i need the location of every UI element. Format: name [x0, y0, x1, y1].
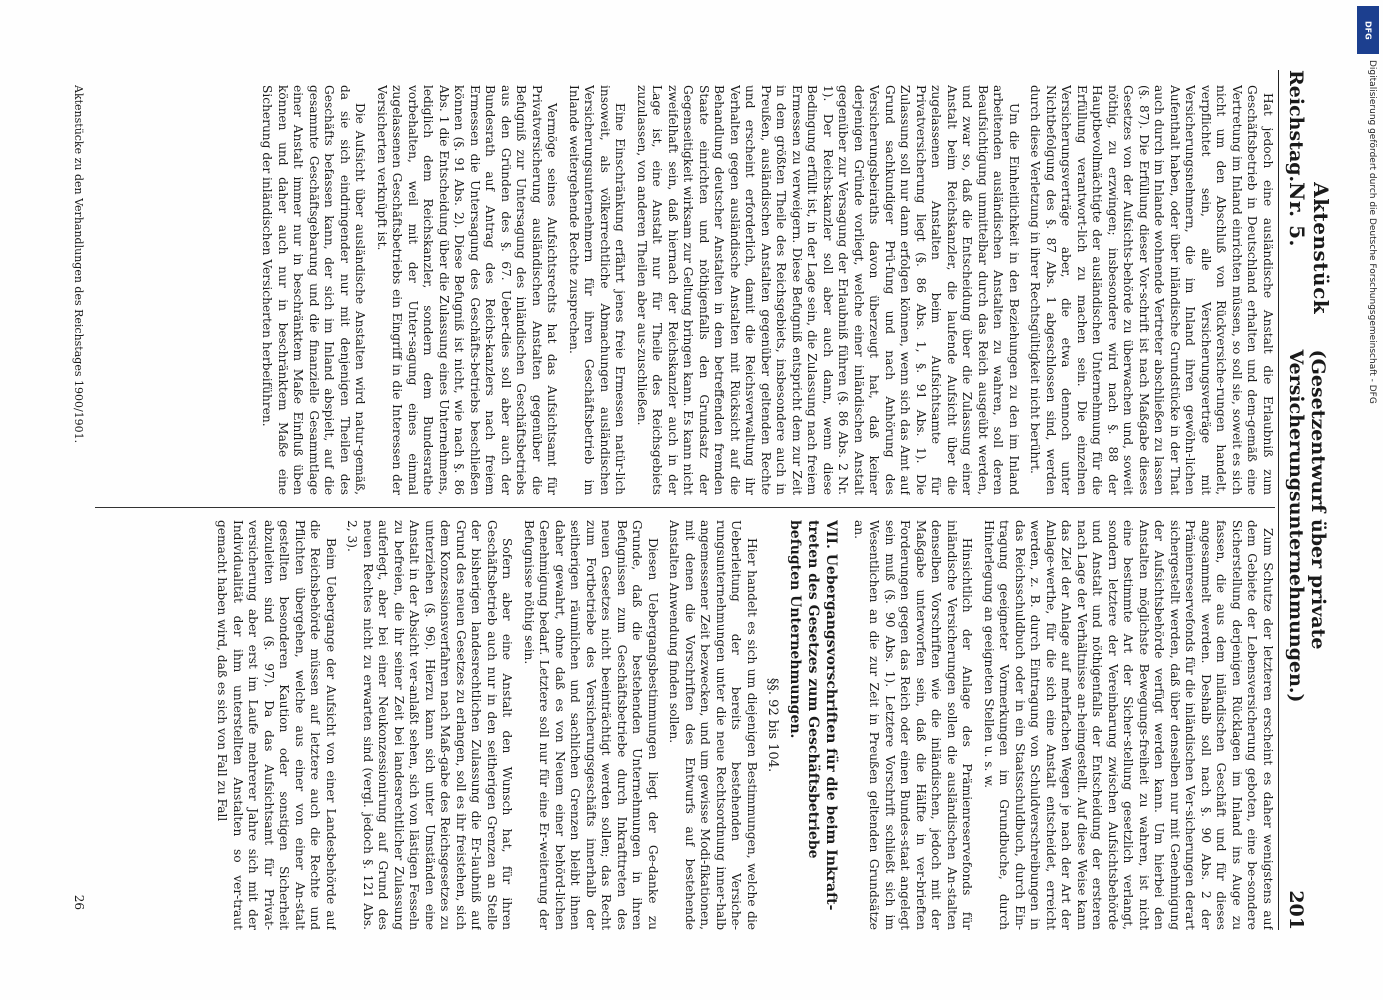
paragraph: Diesen Uebergangsbestimmungen liegt der Ge-danke zu Grunde, daß die bestehenden Unternehmungen in ihren Befugnissen zum Geschäftsbetriebe durch Inkrafttreten des neuen Gesetzes nicht beeinträchtigt werden sollen; das Recht zum Fortbetriebe des Versicherungsgeschäfts innerhalb der seitherigen räumlichen und sachlichen Grenzen bleibt ihnen daher gewahrt, ohne daß es von Neuem einer behörd-lichen Genehmigung bedarf. Letztere soll nur für eine Er-weiterung der Befugnisse nöthig sein.	[522, 520, 660, 930]
paragraph: Um die Einheitlichkeit in den Beziehungen zu den im Inland arbeitenden ausländischen Anstalten zu wahren, soll deren Beaufsichtigung unmittelbar durch das Reich ausgeübt werden, und zwar so, daß die Entscheidung über die Zulassung einer Anstalt beim Reichskanzler, die laufende Aufsicht über die zugelassenen Anstalten beim Aufsichtsamte für Privatversicherung liegt (§. 86 Abs. 1, §. 91 Abs. 1). Die Zulassung soll nur dann erfolgen können, wenn sich das Amt auf Grund sachkundiger Prü-fung und nach Anhörung des Versicherungsbeiraths davon überzeugt hat, daß keiner derjenigen Gründe vorliegt, welche einer inländischen Anstalt gegenüber zur Versagung der Erlaubniß führen (§. 86 Abs. 2 Nr. 1). Der Reichs-kanzler soll aber auch dann, wenn diese Bedingung erfüllt ist, in der Lage sein, die Zulassung nach freiem Ermessen zu verweigern. Diese Befugniß entspricht dem zur Zeit in dem größten Theile des Reichsgebiets, insbesondere auch in Preußen, ausländischen Anstalten gegenüber geltenden Rechte und erscheint erforderlich, damit die Reichsverwaltung ihr Verhalten gegen ausländische Anstalten mit Rücksicht auf die Behandlung deutscher Anstalten in dem betreffenden fremden Staate einrichten und nöthigenfalls den Grundsatz der Gegenseitigkeit wirksam zur Geltung bringen kann. Es kann nicht zweifelhaft sein, daß hiernach der Reichskanzler auch in der Lage ist, eine Anstalt nur für Theile des Reichsgebiets zuzulassen, von anderen Theilen aber aus-zuschließen.	[635, 85, 1021, 495]
header-center: Aktenstück Nr. 5.	[1285, 182, 1333, 315]
left-column	[95, 85, 1275, 495]
paragraph: Vermöge seines Aufsichtsrechts hat das Aufsichtsamt für Privatversicherung ausländischen Anstalten gegenüber die Befugniß zur Untersagung des inländischen Geschäftsbetriebs aus den Gründen des §. 67. Ueber-dies soll aber auch der Bundesrath auf Antrag des Reichs-kanzlers nach freiem Ermessen die Untersagung des Geschäfts-betriebs beschließen können (§. 91 Abs. 2). Diese Befugniß ist nicht, wie nach §. 86 Abs. 1 die Entscheidung über die Zulassung eines Unternehmens, lediglich dem Reichskanzler, sondern dem Bundesrathe vorbehalten, weil mit der Unter-sagung eines einmal zugelassenen Geschäftsbetriebs ein Eingriff in die Interessen der Versicherten verknüpft ist.	[375, 85, 560, 495]
header-left: Reichstag.	[1285, 70, 1307, 183]
column-divider	[95, 507, 1275, 508]
paragraph: Hat jedoch eine ausländische Anstalt die Erlaubniß zum Geschäftsbetrieb in Deutschland erhalten und dem-gemäß eine Vertretung im Inland einrichten müssen, so soll sie, soweit es sich nicht um den Abschluß von Rückversiche-rungen handelt, verpflichtet sein, alle Versicherungsverträge mit Versicherungsnehmern, die im Inland ihren gewöhn-lichen Aufenthalt haben, oder über inländische Grundstücke in der That auch durch im Inlande wohnende Vertreter abschließen zu lassen (§. 87). Die Erfüllung dieser Vor-schrift ist nach Maßgabe dieses Gesetzes von der Aufsichts-behörde zu überwachen und, soweit nöthig, zu erzwingen; insbesondere wird nach §. 88 der Hauptbevollmächtigte der ausländischen Unternehmung für die Erfüllung verantwort-lich zu machen sein. Die einzelnen Versicherungsverträge aber, die etwa dennoch unter Nichtbefolgung des §. 87 Abs. 1 abgeschlossen sind, werden durch diese Verletzung in ihrer Rechtsgültigkeit nicht berührt.	[1028, 85, 1275, 495]
right-column	[95, 520, 1275, 930]
paragraph: Beim Uebergange der Aufsicht von einer Landesbehörde auf die Reichsbehörde müssen auf letztere auch die Rechte und Pflichten übergehen, welche aus einer von einer An-stalt gestellten besonderen Kaution oder sonstigen Sicherheit abzuleiten sind (§. 97). Da das Aufsichtsamt für Privat-versicherung aber erst im Laufe mehrerer Jahre sich mit der Individualität der ihm unterstellten Anstalten so ver-traut gemacht haben wird, daß es sich von Fall zu Fall	[215, 520, 338, 930]
footer-source: Aktenstücke zu den Verhandlungen des Reichstages 1900/1901.	[72, 85, 85, 444]
digitization-note: Digitalisierung gefördert durch die Deutsche Forschungsgemeinschaft - DFG	[1367, 60, 1377, 404]
section-title: VII. Uebergangsvorschriften für die beim Inkraft-treten des Gesetzes zum Geschäftsbetriebe befugten Unternehmungen.	[787, 520, 840, 911]
header-subtitle: (Gesetzentwurf über private Versicherungsunternehmungen.)	[1285, 349, 1329, 703]
page-number: 201	[1285, 890, 1307, 930]
paragraph: Die Aufsicht über ausländische Anstalten wird natur-gemäß, da sie sich eindringender nur mit denjenigen Theilen des Geschäfts befassen kann, der sich im Inland abspielt, auf die gesammte Geschäftsgebarung und die finanzielle Gesammtlage einer Anstalt immer nur in beschränktem Maße Einfluß üben können und daher auch nur in beschränktem Maße eine Sicherung der inländischen Versicherten herbeiführen.	[260, 85, 368, 495]
paragraph: Eine Einschränkung erfährt jenes freie Ermessen natür-lich insoweit, als völkerrechtliche Abmachungen ausländischen Versicherungsunternehmern für ihren Geschäftsbetrieb im Inlande weitergehende Rechte zusprechen.	[567, 85, 628, 495]
paragraph: Hier handelt es sich um diejenigen Bestimmungen, welche die Ueberleitung der bereits bestehenden Versiche-rungsunternehmungen unter die neue Rechtsordnung inner-halb angemessener Zeit bezwecken, und um gewisse Modi-fikationen, mit denen die Vorschriften des Entwurfs auf bestehende Anstalten Anwendung finden sollen.	[667, 520, 759, 930]
section-reference: §§. 92 bis 104.	[765, 677, 781, 773]
dfg-logo: DFG	[1357, 6, 1379, 54]
footer-signature: 26	[72, 894, 86, 910]
page-header	[1278, 70, 1333, 930]
paragraph: Sofern aber eine Anstalt den Wunsch hat, für ihren Geschäftsbetrieb auch nur in den seitherigen Grenzen an Stelle der bisherigen landesrechtlichen Zulassung die Er-laubniß auf Grund des neuen Gesetzes zu erlangen, soll es ihr freistehen, sich dem Konzessionsverfahren nach Maß-gabe des Reichsgesetzes zu unterziehen (§. 96). Hierzu kann sich unter Umständen eine Anstalt in der Absicht ver-anlaßt sehen, sich von lästigen Fesseln zu befreien, die ihr seiner Zeit bei landesrechtlicher Zulassung auferlegt, aber bei einer Neukonzessionirung auf Grund des neuen Rechtes nicht zu erwarten sind (vergl. jedoch §. 121 Abs. 2, 3).	[345, 520, 515, 930]
paragraph: Hinsichtlich der Anlage des Prämienreservefonds für inländische Versicherungen sollen die ausländischen An-stalten denselben Vorschriften wie die inländischen, jedoch mit der Maßgabe unterworfen sein, daß die Hälfte in ver-brieften Forderungen gegen das Reich oder einen Bundes-staat angelegt sein muß (§. 90 Abs. 1). Letztere Vorschrift schließt sich im Wesentlichen an die zur Zeit in Preußen geltenden Grundsätze an.	[852, 520, 975, 930]
paragraph: Zum Schutze der letzteren erscheint es daher wenigstens auf dem Gebiete der Lebensversicherung geboten, eine be-sondere Sicherstellung derjenigen Rücklagen im Inland ins Auge zu fassen, die aus dem inländischen Geschäft und für dieses angesammelt werden. Deshalb soll nach §. 90 Abs. 2 der Prämienreservefonds für die inländischen Ver-sicherungen derart sichergestellt werden, daß über denselben nur mit Genehmigung der Aufsichtsbehörde verfügt werden kann. Um hierbei den Anstalten möglichste Bewegungs-freiheit zu wahren, ist nicht eine bestimmte Art der Sicher-stellung gesetzlich verlangt, sondern letztere der Vereinbarung zwischen Aufsichtsbehörde und Anstalt und nöthigenfalls der Entscheidung der ersteren nach Lage der Verhältnisse an-heimgestellt. Auf diese Weise kann das Ziel der Anlage auf mehrfachen Wegen je nach der Art der Anlage-werthe, für die sich eine Anstalt entscheidet, erreicht werden, z. B. durch Eintragung von Schuldverschreibungen in das Reichsschuldbuch oder in ein Staatsschuldbuch, durch Ein-tragung geeigneter Vormerkungen im Grundbuche, durch Hinterlegung an geeigneten Stellen u. s. w.	[982, 520, 1275, 930]
